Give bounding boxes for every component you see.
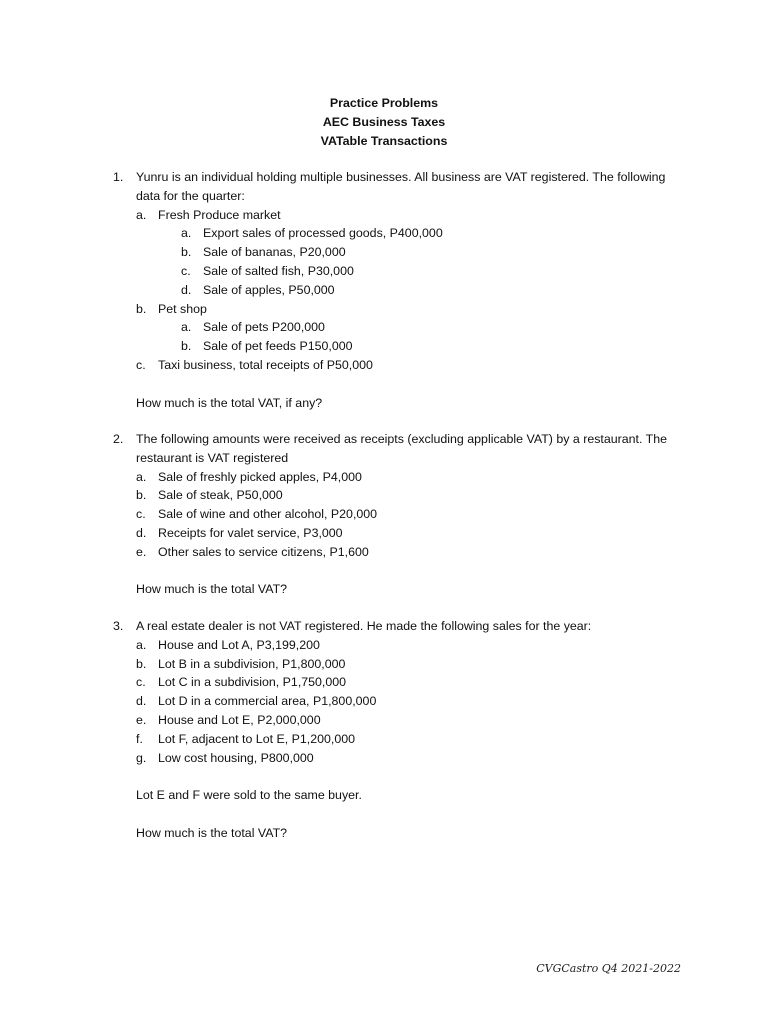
list-item-text: Sale of pet feeds P150,000 xyxy=(203,339,353,354)
list-item xyxy=(113,206,683,225)
sub-list-item xyxy=(113,337,683,356)
footer-signature: CVGCastro Q4 2021-2022 xyxy=(536,962,681,975)
list-item-text: Pet shop xyxy=(158,301,207,316)
list-item-text: Lot D in a commercial area, P1,800,000 xyxy=(158,694,377,709)
question-number: 1. xyxy=(113,170,124,184)
question-number: 2. xyxy=(113,432,124,446)
sub-list-item xyxy=(113,318,683,337)
list-item xyxy=(113,749,683,768)
list-item-text: Low cost housing, P800,000 xyxy=(158,750,314,765)
list-item-text: Sale of wine and other alcohol, P20,000 xyxy=(158,507,378,522)
list-item-text: Sale of apples, P50,000 xyxy=(203,282,335,297)
list-marker: g. xyxy=(136,750,147,765)
list-item xyxy=(113,505,683,524)
sub-list-item xyxy=(113,243,683,262)
list-item-text: Sale of salted fish, P30,000 xyxy=(203,263,354,278)
title-line-3: VATable Transactions xyxy=(320,133,448,148)
list-marker: a. xyxy=(181,226,192,241)
list-item xyxy=(113,468,683,487)
list-item-text: House and Lot A, P3,199,200 xyxy=(158,637,320,652)
list-marker: b. xyxy=(136,488,147,503)
list-marker: c. xyxy=(136,357,146,372)
question-3-stem xyxy=(113,617,683,636)
question-3 xyxy=(113,617,683,843)
title-line-2: AEC Business Taxes xyxy=(322,114,446,129)
list-item xyxy=(113,486,683,505)
sub-list-item xyxy=(113,224,683,243)
list-marker: f. xyxy=(136,731,143,746)
question-prompt: How much is the total VAT? xyxy=(136,582,288,597)
list-item-text: Sale of bananas, P20,000 xyxy=(203,245,346,260)
list-item xyxy=(113,300,683,319)
list-item-text: Sale of freshly picked apples, P4,000 xyxy=(158,469,362,484)
list-item xyxy=(113,543,683,562)
list-marker: b. xyxy=(181,245,192,260)
question-prompt: How much is the total VAT, if any? xyxy=(136,395,323,410)
list-item-text: Sale of steak, P50,000 xyxy=(158,488,283,503)
title-line-1: Practice Problems xyxy=(329,96,439,110)
list-item xyxy=(113,692,683,711)
list-item xyxy=(113,524,683,543)
list-marker: a. xyxy=(136,469,147,484)
title-block xyxy=(0,94,768,150)
question-1 xyxy=(113,168,683,412)
list-marker: d. xyxy=(136,694,147,709)
list-item-text: Lot F, adjacent to Lot E, P1,200,000 xyxy=(158,731,356,746)
list-marker: b. xyxy=(136,301,147,316)
list-item xyxy=(113,356,683,375)
list-marker: b. xyxy=(136,656,147,671)
sub-list-item xyxy=(113,281,683,300)
list-marker: a. xyxy=(136,207,147,222)
question-text: The following amounts were received as receipts (excluding applicable VAT) by a restaurant. The restaurant is VAT registered xyxy=(136,432,667,465)
list-item-text: Lot C in a subdivision, P1,750,000 xyxy=(158,675,347,690)
list-marker: a. xyxy=(181,320,192,335)
list-item xyxy=(113,711,683,730)
question-prompt: How much is the total VAT? xyxy=(136,825,288,840)
list-item-text: Lot B in a subdivision, P1,800,000 xyxy=(158,656,346,671)
question-2-stem xyxy=(113,430,683,468)
list-item-text: House and Lot E, P2,000,000 xyxy=(158,712,321,727)
question-1-stem xyxy=(113,168,683,206)
question-2 xyxy=(113,430,683,599)
question-number: 3. xyxy=(113,619,124,633)
list-item xyxy=(113,636,683,655)
list-item-text: Export sales of processed goods, P400,000 xyxy=(203,226,443,241)
list-marker: c. xyxy=(136,507,146,522)
list-item xyxy=(113,730,683,749)
list-item-text: Other sales to service citizens, P1,600 xyxy=(158,544,369,559)
list-item-text: Sale of pets P200,000 xyxy=(203,320,325,335)
list-item xyxy=(113,655,683,674)
question-note: Lot E and F were sold to the same buyer. xyxy=(136,788,362,803)
list-marker: e. xyxy=(136,544,147,559)
question-text: Yunru is an individual holding multiple businesses. All business are VAT registered. The following data for the quarter: xyxy=(136,170,666,203)
list-marker: d. xyxy=(136,525,147,540)
list-item-text: Taxi business, total receipts of P50,000 xyxy=(158,357,373,372)
list-marker: e. xyxy=(136,712,147,727)
list-item-text: Fresh Produce market xyxy=(158,207,281,222)
list-marker: c. xyxy=(136,675,146,690)
list-marker: a. xyxy=(136,637,147,652)
list-item xyxy=(113,673,683,692)
sub-list-item xyxy=(113,262,683,281)
question-text: A real estate dealer is not VAT registered. He made the following sales for the year: xyxy=(136,619,592,633)
list-item-text: Receipts for valet service, P3,000 xyxy=(158,525,343,540)
list-marker: b. xyxy=(181,339,192,354)
list-marker: d. xyxy=(181,282,192,297)
list-marker: c. xyxy=(181,263,191,278)
